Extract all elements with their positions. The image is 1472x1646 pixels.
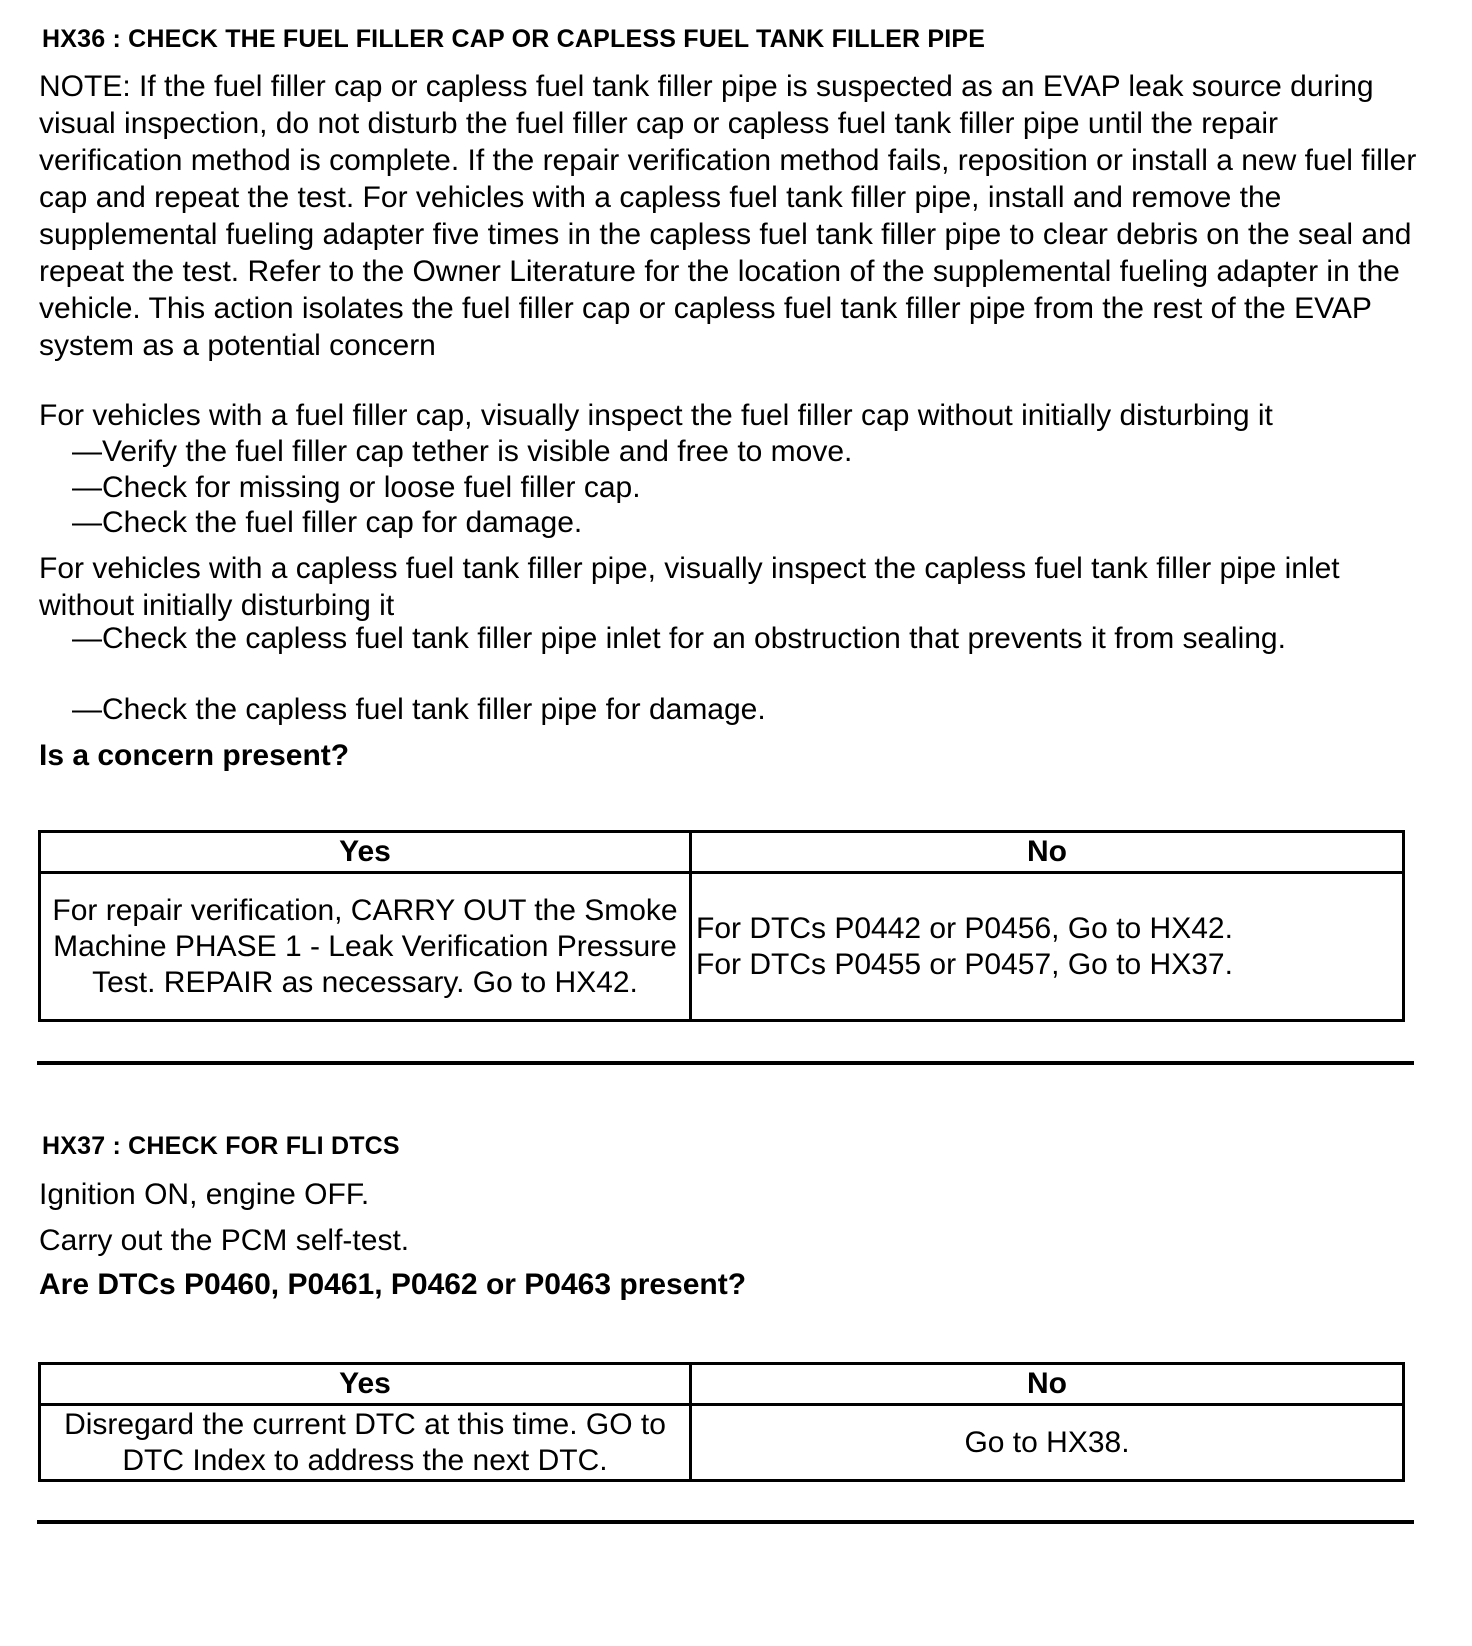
yes-action: Disregard the current DTC at this time. GO to DTC Index to address the next DTC. — [40, 1405, 691, 1481]
hx37-line-1: Ignition ON, engine OFF. — [39, 1178, 370, 1211]
hx36-cap-bullet-2: —Check for missing or loose fuel filler cap. — [72, 471, 641, 504]
hx36-capless-intro: For vehicles with a capless fuel tank filler pipe, visually inspect the capless fuel tank filler pipe inlet without initially disturbing it — [39, 552, 1340, 622]
no-action-line-2: For DTCs P0455 or P0457, Go to HX37. — [696, 947, 1233, 981]
yes-header: Yes — [40, 1364, 691, 1405]
hx37-result-table — [38, 1362, 1405, 1482]
hx36-question: Is a concern present? — [39, 739, 350, 772]
no-action-line-1: For DTCs P0442 or P0456, Go to HX42. — [696, 911, 1233, 945]
hx37-question: Are DTCs P0460, P0461, P0462 or P0463 present? — [39, 1268, 747, 1301]
yes-action: For repair verification, CARRY OUT the Smoke Machine PHASE 1 - Leak Verification Pressure Test. REPAIR as necessary. Go to HX42. — [40, 873, 691, 1021]
table-row — [40, 873, 1404, 1021]
hx37-line-2: Carry out the PCM self-test. — [39, 1224, 410, 1257]
table-header-row — [40, 832, 1404, 873]
no-action — [691, 873, 1404, 1021]
no-header: No — [691, 832, 1404, 873]
hx36-title: HX36 : CHECK THE FUEL FILLER CAP OR CAPLESS FUEL TANK FILLER PIPE — [42, 25, 986, 53]
section-divider — [37, 1520, 1414, 1524]
table-row — [40, 1405, 1404, 1481]
table-header-row — [40, 1364, 1404, 1405]
no-header: No — [691, 1364, 1404, 1405]
hx36-cap-bullet-3: —Check the fuel filler cap for damage. — [72, 506, 583, 539]
no-action: Go to HX38. — [691, 1405, 1404, 1481]
hx36-result-table — [38, 830, 1405, 1022]
hx36-capless-bullet-2: —Check the capless fuel tank filler pipe for damage. — [72, 693, 766, 726]
yes-header: Yes — [40, 832, 691, 873]
hx37-title: HX37 : CHECK FOR FLI DTCS — [42, 1132, 400, 1160]
hx36-cap-intro: For vehicles with a fuel filler cap, visually inspect the fuel filler cap without initially disturbing it — [39, 399, 1273, 432]
hx36-note: NOTE: If the fuel filler cap or capless fuel tank filler pipe is suspected as an EVAP leak source during visual inspection, do not disturb the fuel filler cap or capless fuel tank filler pipe until the repair verification method is complete. If the repair verification method fails, reposition or install a new fuel filler cap and repeat the test. For vehicles with a capless fuel tank filler pipe, install and remove the supplemental fueling adapter five times in the capless fuel tank filler pipe to clear debris on the seal and repeat the test. Refer to the Owner Literature for the location of the supplemental fueling adapter in the vehicle. This action isolates the fuel filler cap or capless fuel tank filler pipe from the rest of the EVAP system as a potential concern — [39, 70, 1417, 362]
section-divider — [37, 1061, 1414, 1065]
hx36-cap-bullet-1: —Verify the fuel filler cap tether is visible and free to move. — [72, 435, 853, 468]
hx36-capless-bullet-1: —Check the capless fuel tank filler pipe inlet for an obstruction that prevents it from sealing. — [72, 622, 1286, 655]
